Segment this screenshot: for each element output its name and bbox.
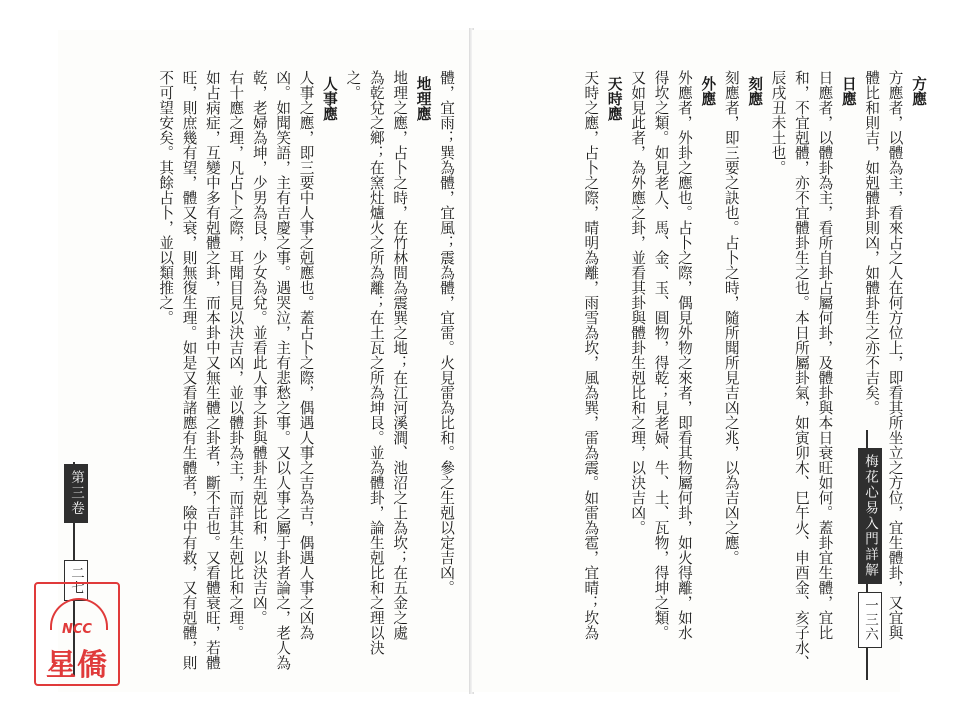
text-column: 辰戌丑未土也。 <box>769 70 787 175</box>
text-column: 旺，則庶幾有望，體又衰，則無復生理。如是又看諸應有生體者，險中有救，又有剋體，則 <box>180 70 198 670</box>
right-page-number: 一三六 <box>858 592 882 648</box>
text-column: 得坎之類。如見老人、馬、金、玉、圓物，得乾；見老婦、牛、土、瓦物，得坤之類。 <box>652 70 670 640</box>
left-page-number: 二七 <box>64 560 88 601</box>
text-column: 方應者，以體為主，看來占之人在何方位上，即看其所坐立之方位，宜生體卦，又宜與 <box>886 70 904 640</box>
section-heading: 天時應 <box>605 76 623 121</box>
text-column: 地理之應，占卜之時，在竹林間為震巽之地；在江河溪澗、池沼之上為坎；在五金之處 <box>391 70 409 640</box>
text-column: 體比和則吉，如剋體卦則凶，如體卦生之亦不吉矣。 <box>863 70 881 415</box>
text-column: 又如見此者，為外應之卦，並看其卦與體卦生剋比和之理，以決吉凶。 <box>629 70 647 535</box>
text-column: 天時之應，占卜之際，晴明為離，雨雪為坎，風為巽，雷為震。如雷為雹，宜晴；坎為 <box>582 70 600 640</box>
stamp-latin: NCC <box>62 622 92 637</box>
left-running-head: 第三卷 <box>64 464 88 523</box>
text-column: 右十應之理，凡占卜之際，耳聞目見以決吉凶，並以體卦為主，而詳其生剋比和之理。 <box>227 70 245 640</box>
text-column: 乾，老婦為坤，少男為艮，少女為兌。並看此人事之卦與體卦生剋比和，以決吉凶。 <box>250 70 268 625</box>
section-heading: 日應 <box>839 76 857 106</box>
text-column: 人事之應，即三要中人事之剋應也。蓋占卜之際，偶遇人事之吉為吉，偶遇人事之凶為 <box>297 70 315 640</box>
section-heading: 外應 <box>699 76 717 106</box>
text-column: 為乾兌之鄉；在窯灶爐火之所為離；在土瓦之所為坤艮。並為體卦，論生剋比和之理以決 <box>367 70 385 655</box>
section-heading: 方應 <box>910 76 927 106</box>
stamp-cjk: 星僑 <box>46 648 108 683</box>
text-column: 外應者，外卦之應也。占卜之際，偶見外物之來者，即看其物屬何卦，如火得離，如水 <box>675 70 693 640</box>
ncc-seal-stamp <box>34 582 120 686</box>
text-column: 凶。如聞笑語，主有吉慶之事。遇哭泣，主有悲愁之事。又以人事之屬于卦者論之，老人為 <box>274 70 292 670</box>
text-column: 不可望安矣。其餘占卜，並以類推之。 <box>157 70 175 325</box>
text-column: 體，宜雨；巽為體，宜風；震為體，宜雷。火見雷為比和。參之生剋以定吉凶。 <box>438 70 455 595</box>
left-page-text <box>154 70 458 670</box>
text-column: 和，不宜剋體，亦不宜體卦生之也。本日所屬卦氣，如寅卯木、巳午火、申酉金、亥子水、 <box>792 70 810 670</box>
section-heading: 地理應 <box>414 76 432 121</box>
text-column: 之。 <box>344 70 362 100</box>
text-column: 刻應者，即三要之訣也。占卜之時，隨所聞所見吉凶之兆，以為吉凶之應。 <box>722 70 740 565</box>
section-heading: 人事應 <box>320 76 338 121</box>
section-heading: 刻應 <box>746 76 764 106</box>
right-running-head: 梅花心易入門詳解 <box>858 448 882 584</box>
text-column: 日應者，以體卦為主，看所自卦占屬何卦，及體卦與本日衰旺如何。蓋卦宜生體，宜比 <box>816 70 834 640</box>
text-column: 如占病症，互變中多有剋體之卦，而本卦中又無生體之卦者，斷不吉也。又看體衰旺，若體 <box>203 70 221 670</box>
